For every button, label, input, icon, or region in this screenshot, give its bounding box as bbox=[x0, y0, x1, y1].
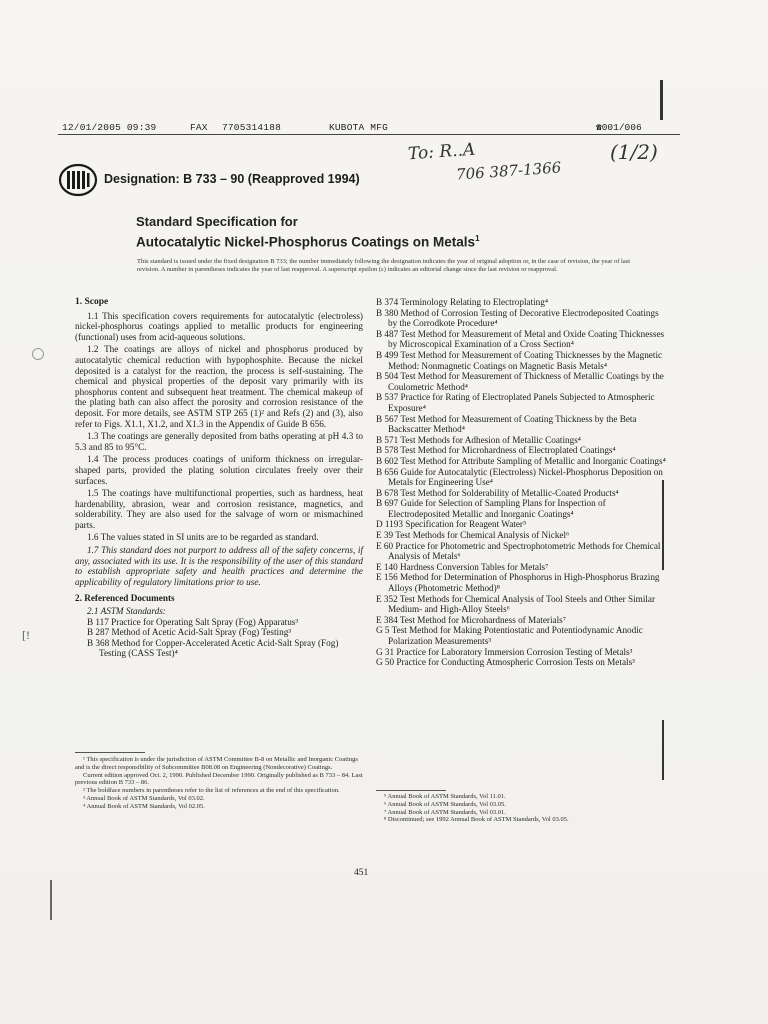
scan-edge-mark bbox=[50, 880, 52, 920]
ref-item: B 380 Method of Corrosion Testing of Decorative Electrodeposited Coatings by the Corrodkote Procedure⁴ bbox=[376, 307, 659, 329]
left-column bbox=[75, 297, 363, 659]
fax-company: KUBOTA MFG bbox=[329, 122, 389, 133]
ref-item: B 487 Test Method for Measurement of Metal and Oxide Coating Thicknesses by Microscopical Examination of a Cross Section⁴ bbox=[376, 328, 665, 350]
footnote: ³ Annual Book of ASTM Standards, Vol 03.02. bbox=[83, 794, 205, 802]
handwritten-recipient: To: R..A bbox=[407, 139, 476, 165]
section-referenced-documents-heading: 2. Referenced Documents bbox=[75, 593, 175, 604]
footnote: ⁵ Annual Book of ASTM Standards, Vol 11.01. bbox=[384, 793, 506, 800]
scan-mark bbox=[660, 80, 663, 120]
ref-item: B 578 Test Method for Microhardness of Electroplated Coatings⁴ bbox=[376, 445, 616, 456]
ref-item: B 287 Method of Acetic Acid-Salt Spray (Fog) Testing³ bbox=[87, 627, 292, 638]
title-line-2 bbox=[136, 230, 480, 251]
fax-label: FAX bbox=[190, 122, 208, 133]
fax-rule bbox=[58, 134, 680, 135]
handwritten-page-count: (1/2) bbox=[610, 140, 658, 164]
ref-item: E 156 Method for Determination of Phosphorus in High-Phosphorus Brazing Alloys (Photometric Method)⁸ bbox=[376, 572, 660, 594]
footnote-rule-left bbox=[75, 752, 145, 753]
handwritten-phone: 706 387-1366 bbox=[455, 158, 562, 184]
designation: Designation: B 733 – 90 (Reapproved 1994) bbox=[104, 172, 360, 186]
footnote: ⁸ Discontinued; see 1992 Annual Book of ASTM Standards, Vol 03.05. bbox=[384, 816, 569, 824]
footnote: ² The boldface numbers in parentheses refer to the list of references at the end of this specification. bbox=[83, 787, 340, 795]
scan-bracket-mark: [! bbox=[22, 628, 30, 642]
para-1-4: 1.4 The process produces coatings of uniform thickness on irregular-shaped parts, provided the plating solution circulates freely over their surfaces. bbox=[75, 454, 363, 486]
section-scope-heading: 1. Scope bbox=[75, 297, 109, 307]
ref-item: B 571 Test Methods for Adhesion of Metallic Coatings⁴ bbox=[376, 434, 582, 445]
right-column bbox=[376, 297, 666, 668]
fax-datetime: 12/01/2005 09:39 bbox=[62, 122, 157, 133]
ref-item: G 50 Practice for Conducting Atmospheric Corrosion Tests on Metals³ bbox=[376, 657, 635, 668]
title-main: Autocatalytic Nickel-Phosphorus Coatings on Metals bbox=[136, 234, 476, 250]
footnote: ⁷ Annual Book of ASTM Standards, Vol 03.01. bbox=[384, 808, 506, 816]
para-1-6: 1.6 The values stated in SI units are to be regarded as standard. bbox=[87, 532, 319, 543]
fax-number: 7705314188 bbox=[222, 122, 282, 133]
ref-item: B 697 Guide for Selection of Sampling Plans for Inspection of Electrodeposited Metallic and Inorganic Coatings⁴ bbox=[376, 498, 606, 519]
para-1-2: 1.2 The coatings are alloys of nickel and phosphorus produced by autocatalytic chemical reduction with hypophosphite. Because the nickel deposited is a catalyst for the reaction, the process is self-sustaining. The chemical and physical properties of the deposit vary primarily with its phosphorus content and subsequent heat treatment. The chemical makeup of the plating bath can also affect the porosity and corrosion resistance of the deposit. For more details, see ASTM STP 265 (1)² and Refs (2) and (3), also refer to Figs. X1.1, X1.2, and X1.3 in the Appendix of Guide B 656. bbox=[75, 344, 363, 429]
astm-logo-icon bbox=[58, 163, 98, 197]
ref-item: G 5 Test Method for Making Potentiostatic and Potentiodynamic Anodic Polarization Measurements³ bbox=[376, 625, 643, 646]
footnote: ⁶ Annual Book of ASTM Standards, Vol 03.05. bbox=[384, 800, 506, 808]
ref-item: E 39 Test Methods for Chemical Analysis of Nickel⁶ bbox=[376, 530, 570, 541]
left-ref-list bbox=[87, 617, 363, 659]
title-footnote-marker: 1 bbox=[475, 234, 480, 243]
ref-item: B 537 Practice for Rating of Electroplated Panels Subjected to Atmospheric Exposure⁴ bbox=[376, 392, 655, 413]
ref-item: E 140 Hardness Conversion Tables for Metals⁷ bbox=[376, 561, 549, 572]
ref-item: B 602 Test Method for Attribute Sampling of Metallic and Inorganic Coatings⁴ bbox=[376, 455, 666, 466]
ref-item: D 1193 Specification for Reagent Water⁵ bbox=[376, 519, 527, 530]
standard-note: This standard is issued under the fixed designation B 733; the number immediately following the designation indicates the year of original adoption or, in the case of revision, the year of last revision. A number in parentheses indicates the year of last reapproval. A superscript epsilon (ε) indicates an editorial change since the last revision or reapproval. bbox=[137, 258, 631, 273]
fax-page-counter bbox=[596, 122, 642, 133]
footnote: Current edition approved Oct. 2, 1990. Published December 1990. Originally published as B 733 – 84. Last previous edition B 733 – 86. bbox=[75, 771, 363, 787]
astm-standards-label: 2.1 ASTM Standards: bbox=[87, 606, 166, 617]
ref-item: B 567 Test Method for Measurement of Coating Thickness by the Beta Backscatter Method⁴ bbox=[376, 413, 637, 435]
ref-item: B 678 Test Method for Solderability of Metallic-Coated Products⁴ bbox=[376, 487, 619, 498]
ref-item: E 60 Practice for Photometric and Spectrophotometric Methods for Chemical Analysis of Metals⁶ bbox=[376, 540, 661, 562]
footnote: ⁴ Annual Book of ASTM Standards, Vol 02.05. bbox=[83, 802, 205, 810]
footnote-rule-right bbox=[376, 790, 446, 791]
ref-item: B 504 Test Method for Measurement of Thickness of Metallic Coatings by the Coulometric Method⁴ bbox=[376, 371, 664, 392]
footnote: ¹ This specification is under the jurisdiction of ASTM Committee B-8 on Metallic and Inorganic Coatings and is the direct responsibility of Subcommittee B08.08 on Engineering (Nondecorative) Coatings. bbox=[75, 756, 358, 771]
page-number: 451 bbox=[354, 868, 369, 878]
para-1-1: 1.1 This specification covers requirements for autocatalytic (electroless) nickel-phosphorus coatings applied to metallic products for engineering (functional) uses from acid-aqueous solutions. bbox=[75, 310, 363, 342]
scan-mark bbox=[662, 720, 664, 780]
para-1-3: 1.3 The coatings are generally deposited from baths operating at pH 4.3 to 5.3 and 85 to 95°C. bbox=[75, 431, 363, 452]
ref-item: E 384 Test Method for Microhardness of Materials⁷ bbox=[376, 614, 566, 625]
ref-item: E 352 Test Methods for Chemical Analysis of Tool Steels and Other Similar Medium- and High-Alloy Steels⁶ bbox=[376, 593, 656, 615]
ref-item: G 31 Practice for Laboratory Immersion Corrosion Testing of Metals³ bbox=[376, 646, 633, 657]
para-1-7: 1.7 This standard does not purport to address all of the safety concerns, if any, associated with its use. It is the responsibility of the user of this standard to establish appropriate safety and health practices and determine the applicability of regulatory limitations prior to use. bbox=[75, 545, 363, 587]
ref-item: B 499 Test Method for Measurement of Coating Thicknesses by the Magnetic Method: Nonmagnetic Coatings on Magnetic Basis Metals⁴ bbox=[376, 349, 663, 371]
fax-icon: ☎ bbox=[596, 122, 602, 133]
scan-mark bbox=[662, 480, 664, 570]
scan-speck bbox=[32, 348, 44, 360]
ref-item: B 656 Guide for Autocatalytic (Electroless) Nickel-Phosphorus Deposition on Metals for Engineering Use⁴ bbox=[376, 466, 663, 488]
ref-item: B 368 Method for Copper-Accelerated Acetic Acid-Salt Spray (Fog) Testing (CASS Test)⁴ bbox=[87, 637, 339, 659]
para-1-5: 1.5 The coatings have multifunctional properties, such as hardness, heat hardenability, abrasion, wear and corrosion resistance, magnetics, and solderability. They are also used for the salvage of worn or mismachined parts. bbox=[75, 488, 363, 530]
ref-item: B 374 Terminology Relating to Electroplating⁴ bbox=[376, 297, 549, 307]
title-line-1: Standard Specification for bbox=[136, 214, 298, 229]
footnotes-left bbox=[75, 756, 363, 811]
footnotes-right bbox=[376, 793, 666, 824]
ref-item: B 117 Practice for Operating Salt Spray (Fog) Apparatus³ bbox=[87, 616, 299, 627]
fax-page-text: 001/006 bbox=[601, 122, 642, 133]
document-title bbox=[136, 213, 480, 251]
